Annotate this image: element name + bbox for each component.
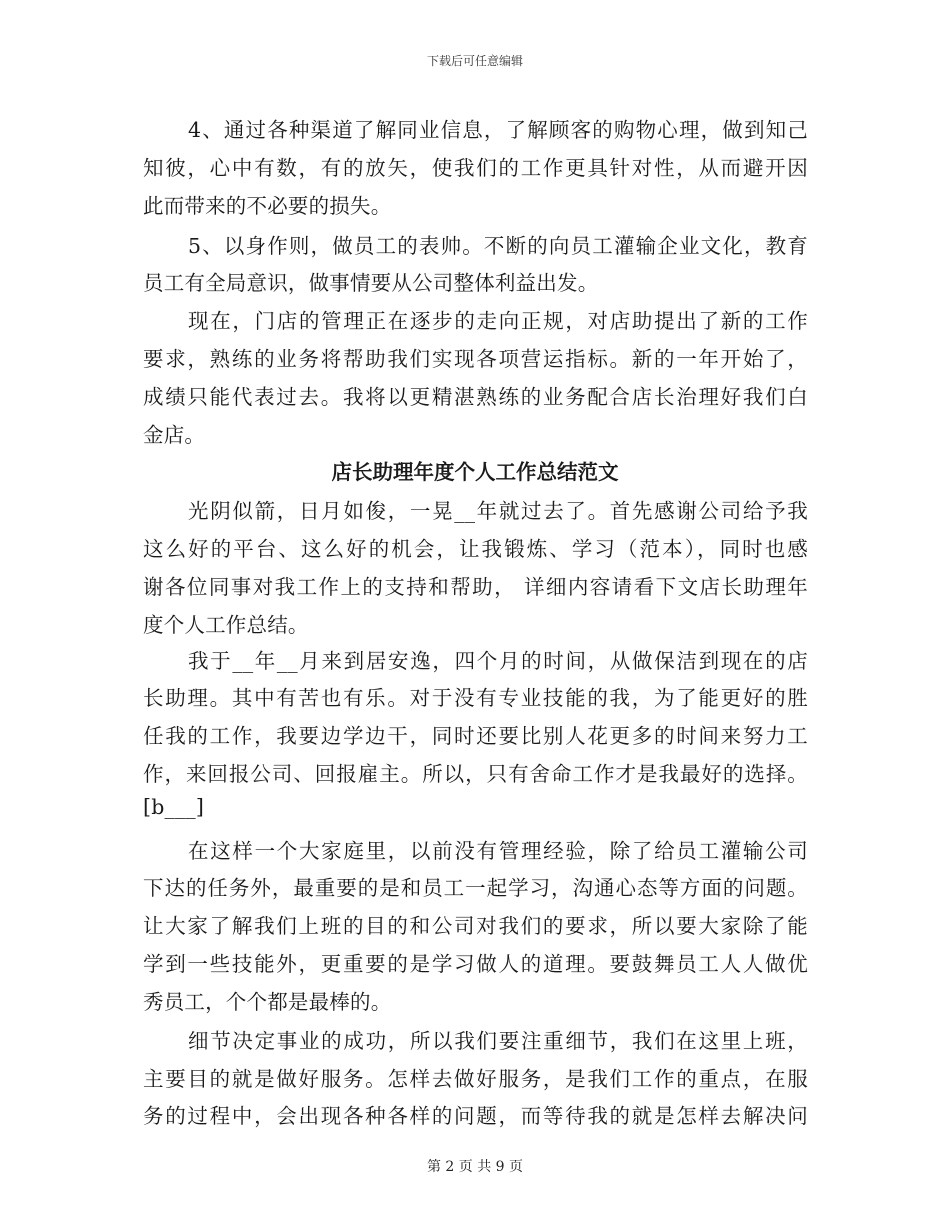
- page-header: 下载后可任意编辑: [426, 54, 523, 68]
- paragraph-5-line-5: [b___]: [143, 795, 205, 819]
- paragraph-6-line-1: 在这样一个大家庭里，以前没有管理经验，除了给员工灌输公司: [188, 839, 808, 863]
- paragraph-5-line-1: 我于__年__月来到居安逸，四个月的时间，从做保洁到现在的店: [188, 649, 808, 673]
- paragraph-6-line-2: 下达的任务外，最重要的是和员工一起学习，沟通心态等方面的问题。: [143, 876, 808, 900]
- paragraph-4-line-3: 谢各位同事对我工作上的支持和帮助， 详细内容请看下文店长助理年: [143, 575, 808, 599]
- paragraph-4-line-1: 光阴似箭，日月如俊，一晃__年就过去了。首先感谢公司给予我: [188, 499, 808, 523]
- paragraph-4-line-4: 度个人工作总结。: [143, 613, 309, 637]
- paragraph-3-line-4: 金店。: [143, 423, 206, 447]
- paragraph-5-line-3: 任我的工作，我要边学边干，同时还要比别人花更多的时间来努力工: [143, 724, 808, 748]
- paragraph-1-line-3: 此而带来的不必要的损失。: [143, 194, 392, 218]
- paragraph-7-line-3: 务的过程中，会出现各种各样的问题，而等待我的就是怎样去解决问: [143, 1104, 808, 1128]
- section-title: 店长助理年度个人工作总结范文: [331, 460, 619, 484]
- paragraph-6-line-3: 让大家了解我们上班的目的和公司对我们的要求，所以要大家除了能: [143, 914, 808, 938]
- paragraph-7-line-1: 细节决定事业的成功，所以我们要注重细节，我们在这里上班，: [188, 1029, 808, 1053]
- paragraph-2-line-2: 员工有全局意识，做事情要从公司整体利益出发。: [143, 271, 599, 295]
- paragraph-1-line-2: 知彼，心中有数，有的放矢，使我们的工作更具针对性，从而避开因: [143, 156, 808, 180]
- paragraph-3-line-3: 成绩只能代表过去。我将以更精湛熟练的业务配合店长治理好我们白: [143, 385, 808, 409]
- page-footer: 第 2 页 共 9 页: [426, 1159, 524, 1175]
- paragraph-2-line-1: 5、以身作则，做员工的表帅。不断的向员工灌输企业文化，教育: [188, 234, 808, 258]
- paragraph-1-line-1: 4、通过各种渠道了解同业信息，了解顾客的购物心理，做到知己: [188, 118, 808, 142]
- paragraph-7-line-2: 主要目的就是做好服务。怎样去做好服务，是我们工作的重点，在服: [143, 1067, 808, 1091]
- paragraph-6-line-5: 秀员工，个个都是最棒的。: [143, 990, 392, 1014]
- paragraph-4-line-2: 这么好的平台、这么好的机会，让我锻炼、学习（范本），同时也感: [143, 537, 808, 561]
- paragraph-5-line-4: 作，来回报公司、回报雇主。所以，只有舍命工作才是我最好的选择。: [143, 762, 808, 786]
- paragraph-6-line-4: 学到一些技能外，更重要的是学习做人的道理。要鼓舞员工人人做优: [143, 952, 808, 976]
- paragraph-5-line-2: 长助理。其中有苦也有乐。对于没有专业技能的我，为了能更好的胜: [143, 686, 808, 710]
- paragraph-3-line-2: 要求，熟练的业务将帮助我们实现各项营运指标。新的一年开始了，: [143, 347, 808, 371]
- paragraph-3-line-1: 现在，门店的管理正在逐步的走向正规，对店助提出了新的工作: [188, 309, 808, 333]
